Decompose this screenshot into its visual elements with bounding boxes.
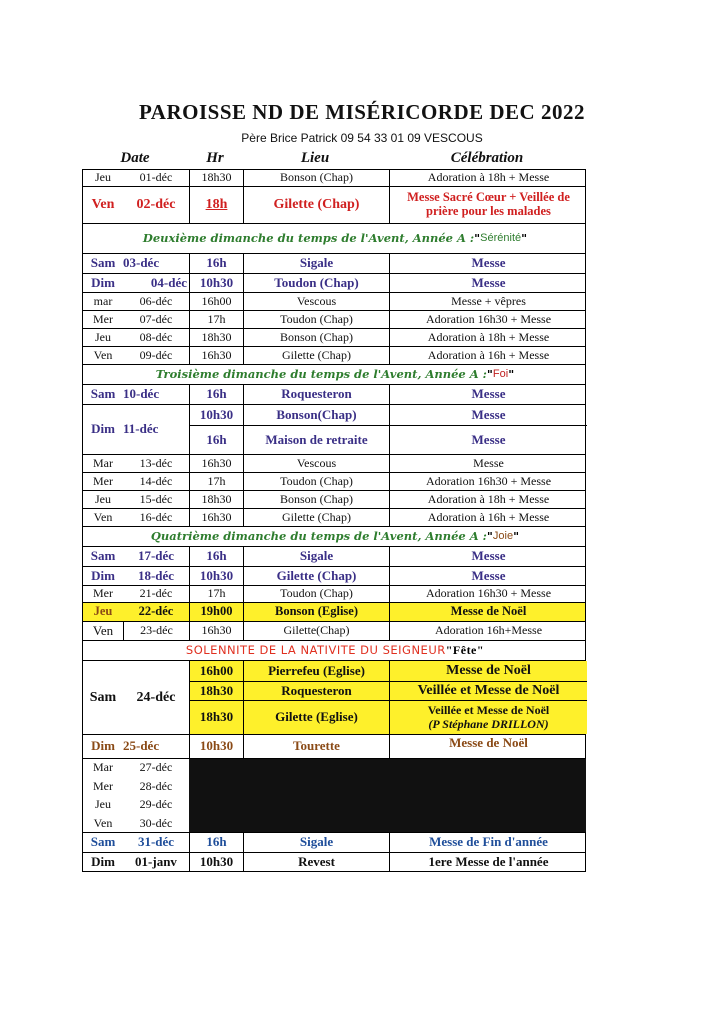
hour-cell: 16h	[189, 254, 243, 273]
celebration-cell: Messe	[389, 547, 587, 566]
date-cell: 09-déc	[139, 347, 173, 362]
date-cell: 03-déc	[123, 255, 160, 271]
place-cell: Bonson(Chap)	[243, 405, 389, 425]
date-cell: 23-déc	[123, 622, 189, 640]
hour-cell: 16h30	[189, 347, 243, 364]
celebration-cell: Messe de Fin d'année	[389, 833, 587, 852]
celebration-cell: Adoration à 16h + Messe	[389, 509, 587, 526]
day-cell: Ven	[91, 197, 115, 213]
place-cell: Bonson (Chap)	[243, 329, 389, 346]
day-cell: Mer	[93, 473, 113, 488]
place-cell: Gilette(Chap)	[243, 622, 389, 640]
redaction-bar	[189, 759, 586, 833]
day-cell: Sam	[89, 689, 117, 705]
celebration-line: Veillée et Messe de Noël	[427, 703, 550, 718]
place-cell: Gilette (Eglise)	[243, 700, 389, 734]
column-header-date: Date	[120, 150, 150, 166]
celebration-cell: Messe	[389, 405, 587, 425]
day-cell: Sam	[90, 386, 116, 402]
date-cell: 11-déc	[123, 421, 159, 437]
date-cell: 13-déc	[139, 455, 173, 470]
table-row	[82, 546, 586, 566]
hour-cell: 16h00	[189, 661, 243, 681]
date-cell: 14-déc	[139, 473, 173, 488]
place-cell: Sigale	[243, 254, 389, 273]
table-row	[82, 508, 586, 526]
hour-cell: 16h30	[189, 622, 243, 640]
place-cell: Vescous	[243, 455, 389, 472]
celebration-cell: Adoration 16h+Messe	[389, 622, 587, 640]
date-cell: 17-déc	[137, 548, 175, 564]
page-subtitle: Père Brice Patrick 09 54 33 01 09 VESCOUS	[241, 131, 483, 145]
day-cell: Dim	[91, 853, 115, 869]
hour-cell: 16h30	[189, 509, 243, 526]
table-row	[82, 404, 586, 454]
place-cell: Bonson (Chap)	[243, 170, 389, 186]
hour-cell: 10h30	[189, 274, 243, 292]
date-cell: 16-déc	[139, 509, 173, 524]
quote-open: "	[445, 642, 453, 657]
hour-cell: 18h30	[189, 681, 243, 700]
date-cell: 06-déc	[139, 293, 173, 308]
table-row	[82, 832, 586, 852]
quote-close: "	[521, 231, 528, 246]
hour-cell: 16h	[189, 425, 243, 454]
hour-cell: 17h	[189, 586, 243, 602]
celebration-cell: Adoration à 18h + Messe	[389, 491, 587, 508]
place-cell: Roquesteron	[243, 681, 389, 700]
quote-open: "	[486, 367, 493, 382]
hour-cell: 16h30	[189, 455, 243, 472]
section-theme: Joie	[492, 530, 514, 543]
table-row	[82, 384, 586, 404]
date-cell: 21-déc	[139, 586, 173, 601]
date-cell: 30-déc	[139, 815, 173, 830]
date-cell: 04-déc	[150, 274, 187, 290]
place-cell: Toudon (Chap)	[243, 586, 389, 602]
section-title: Quatrième dimanche du temps de l'Avent, Année A :	[150, 529, 487, 544]
table-row	[82, 660, 586, 734]
celebration-cell: Messe Sacré Cœur + Veillée de prière pour les malades	[389, 187, 587, 223]
place-cell: Roquesteron	[243, 385, 389, 404]
date-cell: 01-janv	[135, 853, 177, 869]
celebration-cell: Adoration 16h30 + Messe	[389, 311, 587, 328]
hour-cell: 16h	[189, 833, 243, 852]
day-cell: Jeu	[95, 329, 111, 344]
celebration-cell: Messe de Noël	[389, 661, 587, 681]
quote-open: "	[474, 231, 481, 246]
celebration-cell: Messe	[389, 455, 587, 472]
hour-cell: 18h	[189, 187, 243, 223]
hour-cell: 16h00	[189, 293, 243, 310]
hour-cell: 10h30	[189, 853, 243, 871]
day-cell: Dim	[91, 738, 115, 754]
hour-cell: 18h30	[189, 170, 243, 186]
celebration-cell: Adoration à 16h + Messe	[389, 347, 587, 364]
hour-cell: 16h	[189, 547, 243, 566]
section-title: SOLENNITE DE LA NATIVITE DU SEIGNEUR	[185, 643, 446, 658]
page-title: PAROISSE ND DE MISÉRICORDE DEC 2022	[139, 100, 585, 124]
column-header-lieu: Lieu	[300, 150, 330, 166]
hour-cell: 10h30	[189, 405, 243, 425]
section-banner	[82, 364, 586, 384]
day-cell: Dim	[91, 567, 115, 583]
celebration-cell	[389, 700, 587, 734]
hour-cell: 17h	[189, 473, 243, 490]
date-cell: 15-déc	[139, 491, 173, 506]
section-title: Troisième dimanche du temps de l'Avent, Année A :	[155, 367, 487, 382]
celebration-cell: Messe	[389, 425, 587, 454]
day-cell: Mer	[93, 586, 113, 601]
day-cell: Sam	[90, 548, 116, 564]
place-cell: Gilette (Chap)	[243, 187, 389, 223]
date-cell: 02-déc	[136, 197, 176, 213]
date-cell: 08-déc	[139, 329, 173, 344]
table-row	[82, 566, 586, 585]
hour-cell: 10h30	[189, 567, 243, 585]
celebration-cell: Messe	[389, 254, 587, 273]
table-row	[82, 585, 586, 602]
section-banner	[82, 526, 586, 546]
day-cell: mar	[93, 293, 113, 308]
day-cell: Jeu	[95, 797, 111, 812]
celebration-cell: Messe + vêpres	[389, 293, 587, 310]
table-row	[82, 472, 586, 490]
place-cell: Toudon (Chap)	[243, 473, 389, 490]
section-banner	[82, 640, 586, 660]
column-header-celebration: Célébration	[450, 150, 524, 166]
celebration-cell: Adoration à 18h + Messe	[389, 329, 587, 346]
hour-cell: 18h30	[189, 491, 243, 508]
place-cell: Gilette (Chap)	[243, 509, 389, 526]
table-row	[82, 734, 586, 758]
place-cell: Pierrefeu (Eglise)	[243, 661, 389, 681]
section-theme: Fête	[452, 642, 477, 657]
quote-close: "	[476, 642, 485, 657]
column-header-hr: Hr	[206, 150, 224, 166]
day-cell: Sam	[90, 834, 116, 850]
table-row	[82, 273, 586, 292]
place-cell: Gilette (Chap)	[243, 567, 389, 585]
table-row	[82, 292, 586, 310]
table-row	[82, 169, 586, 186]
place-cell: Revest	[243, 853, 389, 871]
place-cell: Gilette (Chap)	[243, 347, 389, 364]
table-row	[82, 328, 586, 346]
hour-cell: 17h	[189, 311, 243, 328]
day-cell: Mar	[93, 760, 113, 775]
celebration-cell: Messe de Noël	[389, 603, 587, 621]
place-cell: Maison de retraite	[243, 425, 389, 454]
redacted-block	[82, 758, 586, 832]
date-cell: 24-déc	[136, 689, 176, 705]
date-cell: 07-déc	[139, 311, 173, 326]
day-cell: Jeu	[93, 604, 113, 619]
celebration-cell: Adoration 16h30 + Messe	[389, 473, 587, 490]
celebration-cell: Veillée et Messe de Noël	[389, 681, 587, 700]
table-row	[82, 186, 586, 223]
table-row	[82, 310, 586, 328]
day-cell: Mer	[93, 778, 113, 793]
table-row	[82, 602, 586, 621]
hour-cell: 18h30	[189, 700, 243, 734]
table-row	[82, 253, 586, 273]
quote-open: "	[486, 529, 493, 544]
day-cell: Dim	[91, 421, 115, 437]
table-row	[82, 852, 586, 872]
date-cell: 01-déc	[139, 170, 173, 185]
table-row	[82, 454, 586, 472]
day-cell: Ven	[93, 509, 113, 524]
place-cell: Vescous	[243, 293, 389, 310]
day-cell: Ven	[93, 815, 113, 830]
table-row	[82, 621, 586, 640]
date-cell: 31-déc	[137, 834, 175, 850]
table-row	[82, 346, 586, 364]
date-cell: 28-déc	[139, 778, 173, 793]
day-cell: Ven	[93, 347, 113, 362]
hour-cell: 10h30	[189, 735, 243, 758]
day-cell: Dim	[91, 274, 115, 290]
quote-close: "	[513, 529, 520, 544]
hour-cell: 18h30	[189, 329, 243, 346]
day-cell: Mar	[93, 455, 113, 470]
day-cell: Mer	[93, 311, 113, 326]
section-title: Deuxième dimanche du temps de l'Avent, Année A :	[142, 231, 475, 246]
date-cell: 22-déc	[138, 604, 174, 619]
celebration-cell: Messe	[389, 274, 587, 292]
date-cell: 29-déc	[139, 797, 173, 812]
day-cell: Jeu	[95, 170, 111, 185]
table-row	[82, 490, 586, 508]
celebration-cell: 1ere Messe de l'année	[389, 853, 587, 871]
place-cell: Sigale	[243, 547, 389, 566]
date-cell: 25-déc	[123, 738, 160, 754]
section-banner	[82, 223, 586, 253]
place-cell: Tourette	[243, 735, 389, 758]
date-cell: 18-déc	[137, 567, 175, 583]
celebration-cell: Adoration 16h30 + Messe	[389, 586, 587, 602]
date-cell: 27-déc	[139, 760, 173, 775]
celebration-cell: Messe de Noël	[389, 735, 587, 758]
celebrant-name: (P Stéphane DRILLON)	[428, 716, 549, 731]
date-cell: 10-déc	[123, 386, 160, 402]
day-cell: Sam	[90, 255, 116, 271]
place-cell: Toudon (Chap)	[243, 274, 389, 292]
day-cell: Ven	[92, 622, 114, 638]
place-cell: Bonson (Eglise)	[243, 603, 389, 621]
day-cell: Jeu	[95, 491, 111, 506]
celebration-cell: Messe	[389, 567, 587, 585]
celebration-cell: Adoration à 18h + Messe	[389, 170, 587, 186]
section-theme: Sérénité	[480, 232, 522, 245]
celebration-cell: Messe	[389, 385, 587, 404]
hour-cell: 16h	[189, 385, 243, 404]
quote-close: "	[508, 367, 515, 382]
place-cell: Sigale	[243, 833, 389, 852]
hour-cell: 19h00	[189, 603, 243, 621]
section-theme: Foi	[492, 368, 509, 381]
place-cell: Toudon (Chap)	[243, 311, 389, 328]
place-cell: Bonson (Chap)	[243, 491, 389, 508]
